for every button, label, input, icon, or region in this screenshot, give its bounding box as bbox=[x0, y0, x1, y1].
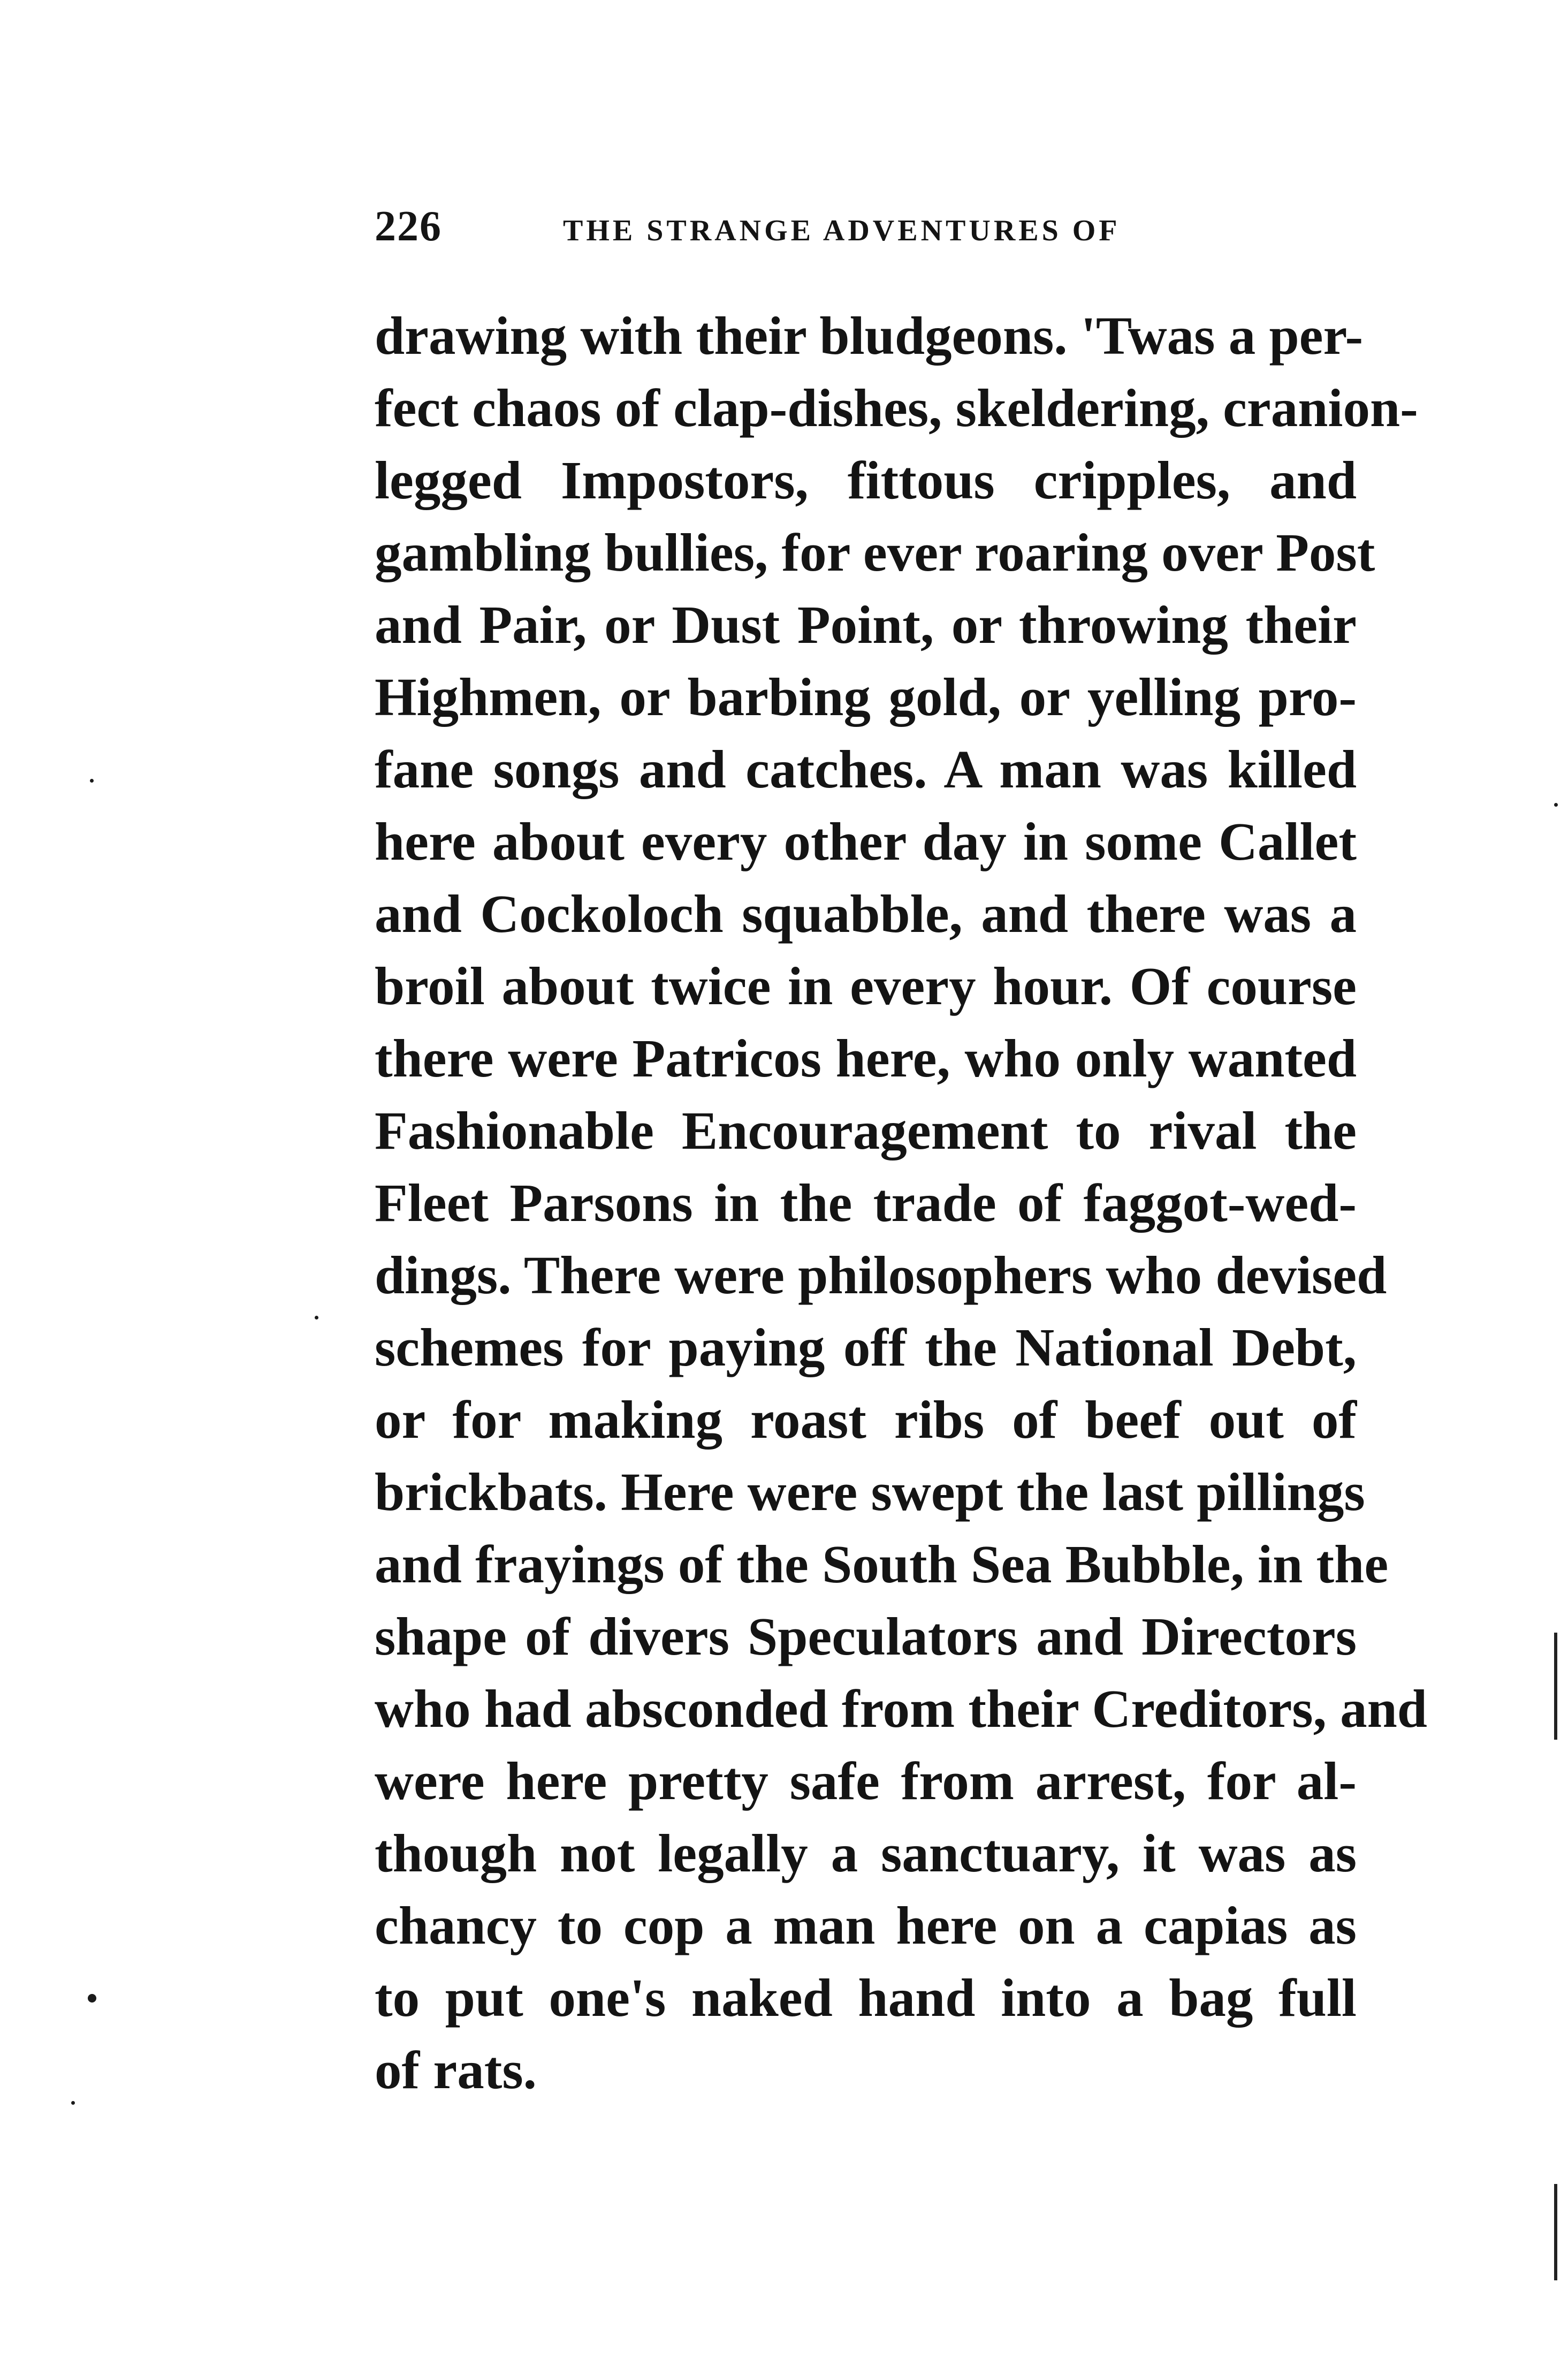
text-line: or for making roast ribs of beef out of bbox=[375, 1390, 1357, 1450]
scan-speck bbox=[315, 1316, 318, 1319]
text-line: fane songs and catches. A man was killed bbox=[375, 739, 1357, 799]
body-text bbox=[375, 300, 1427, 2106]
scan-speck bbox=[1554, 803, 1558, 807]
scan-speck bbox=[90, 779, 94, 783]
text-line: chancy to cop a man here on a capias as bbox=[375, 1895, 1357, 1955]
text-line: Fashionable Encouragement to rival the bbox=[375, 1101, 1357, 1161]
text-line: dings. There were philosophers who devised bbox=[375, 1245, 1387, 1305]
page-header bbox=[375, 197, 1258, 256]
scan-speck bbox=[88, 1994, 96, 2003]
text-line: legged Impostors, fittous cripples, and bbox=[375, 450, 1357, 510]
text-line: who had absconded from their Creditors, and bbox=[375, 1679, 1427, 1739]
text-line: gambling bullies, for ever roaring over Post bbox=[375, 522, 1375, 582]
text-line: Highmen, or barbing gold, or yelling pro- bbox=[375, 667, 1357, 727]
page-number: 226 bbox=[375, 203, 442, 250]
running-head: THE STRANGE ADVENTURES OF bbox=[563, 214, 1121, 247]
text-line: broil about twice in every hour. Of course bbox=[375, 956, 1357, 1016]
text-line: drawing with their bludgeons. 'Twas a per- bbox=[375, 306, 1364, 366]
text-line: and frayings of the South Sea Bubble, in the bbox=[375, 1534, 1389, 1594]
text-line: and Pair, or Dust Point, or throwing their bbox=[375, 595, 1357, 655]
text-line: shape of divers Speculators and Directors bbox=[375, 1606, 1357, 1666]
text-line: though not legally a sanctuary, it was as bbox=[375, 1823, 1357, 1883]
text-line: there were Patricos here, who only wanted bbox=[375, 1028, 1357, 1088]
text-line: and Cockoloch squabble, and there was a bbox=[375, 884, 1357, 944]
text-line: schemes for paying off the National Debt, bbox=[375, 1317, 1357, 1377]
scan-speck bbox=[71, 2101, 75, 2105]
text-line: here about every other day in some Callet bbox=[375, 811, 1357, 871]
text-line: fect chaos of clap-dishes, skeldering, cranion- bbox=[375, 378, 1418, 438]
text-line: to put one's naked hand into a bag full bbox=[375, 1968, 1357, 2028]
text-line: were here pretty safe from arrest, for al- bbox=[375, 1751, 1357, 1811]
text-line: brickbats. Here were swept the last pillings bbox=[375, 1462, 1365, 1522]
margin-rule bbox=[1554, 1633, 1557, 1740]
text-line: of rats. bbox=[375, 2040, 537, 2100]
text-line: Fleet Parsons in the trade of faggot-wed- bbox=[375, 1173, 1357, 1233]
margin-rule bbox=[1554, 2184, 1557, 2280]
